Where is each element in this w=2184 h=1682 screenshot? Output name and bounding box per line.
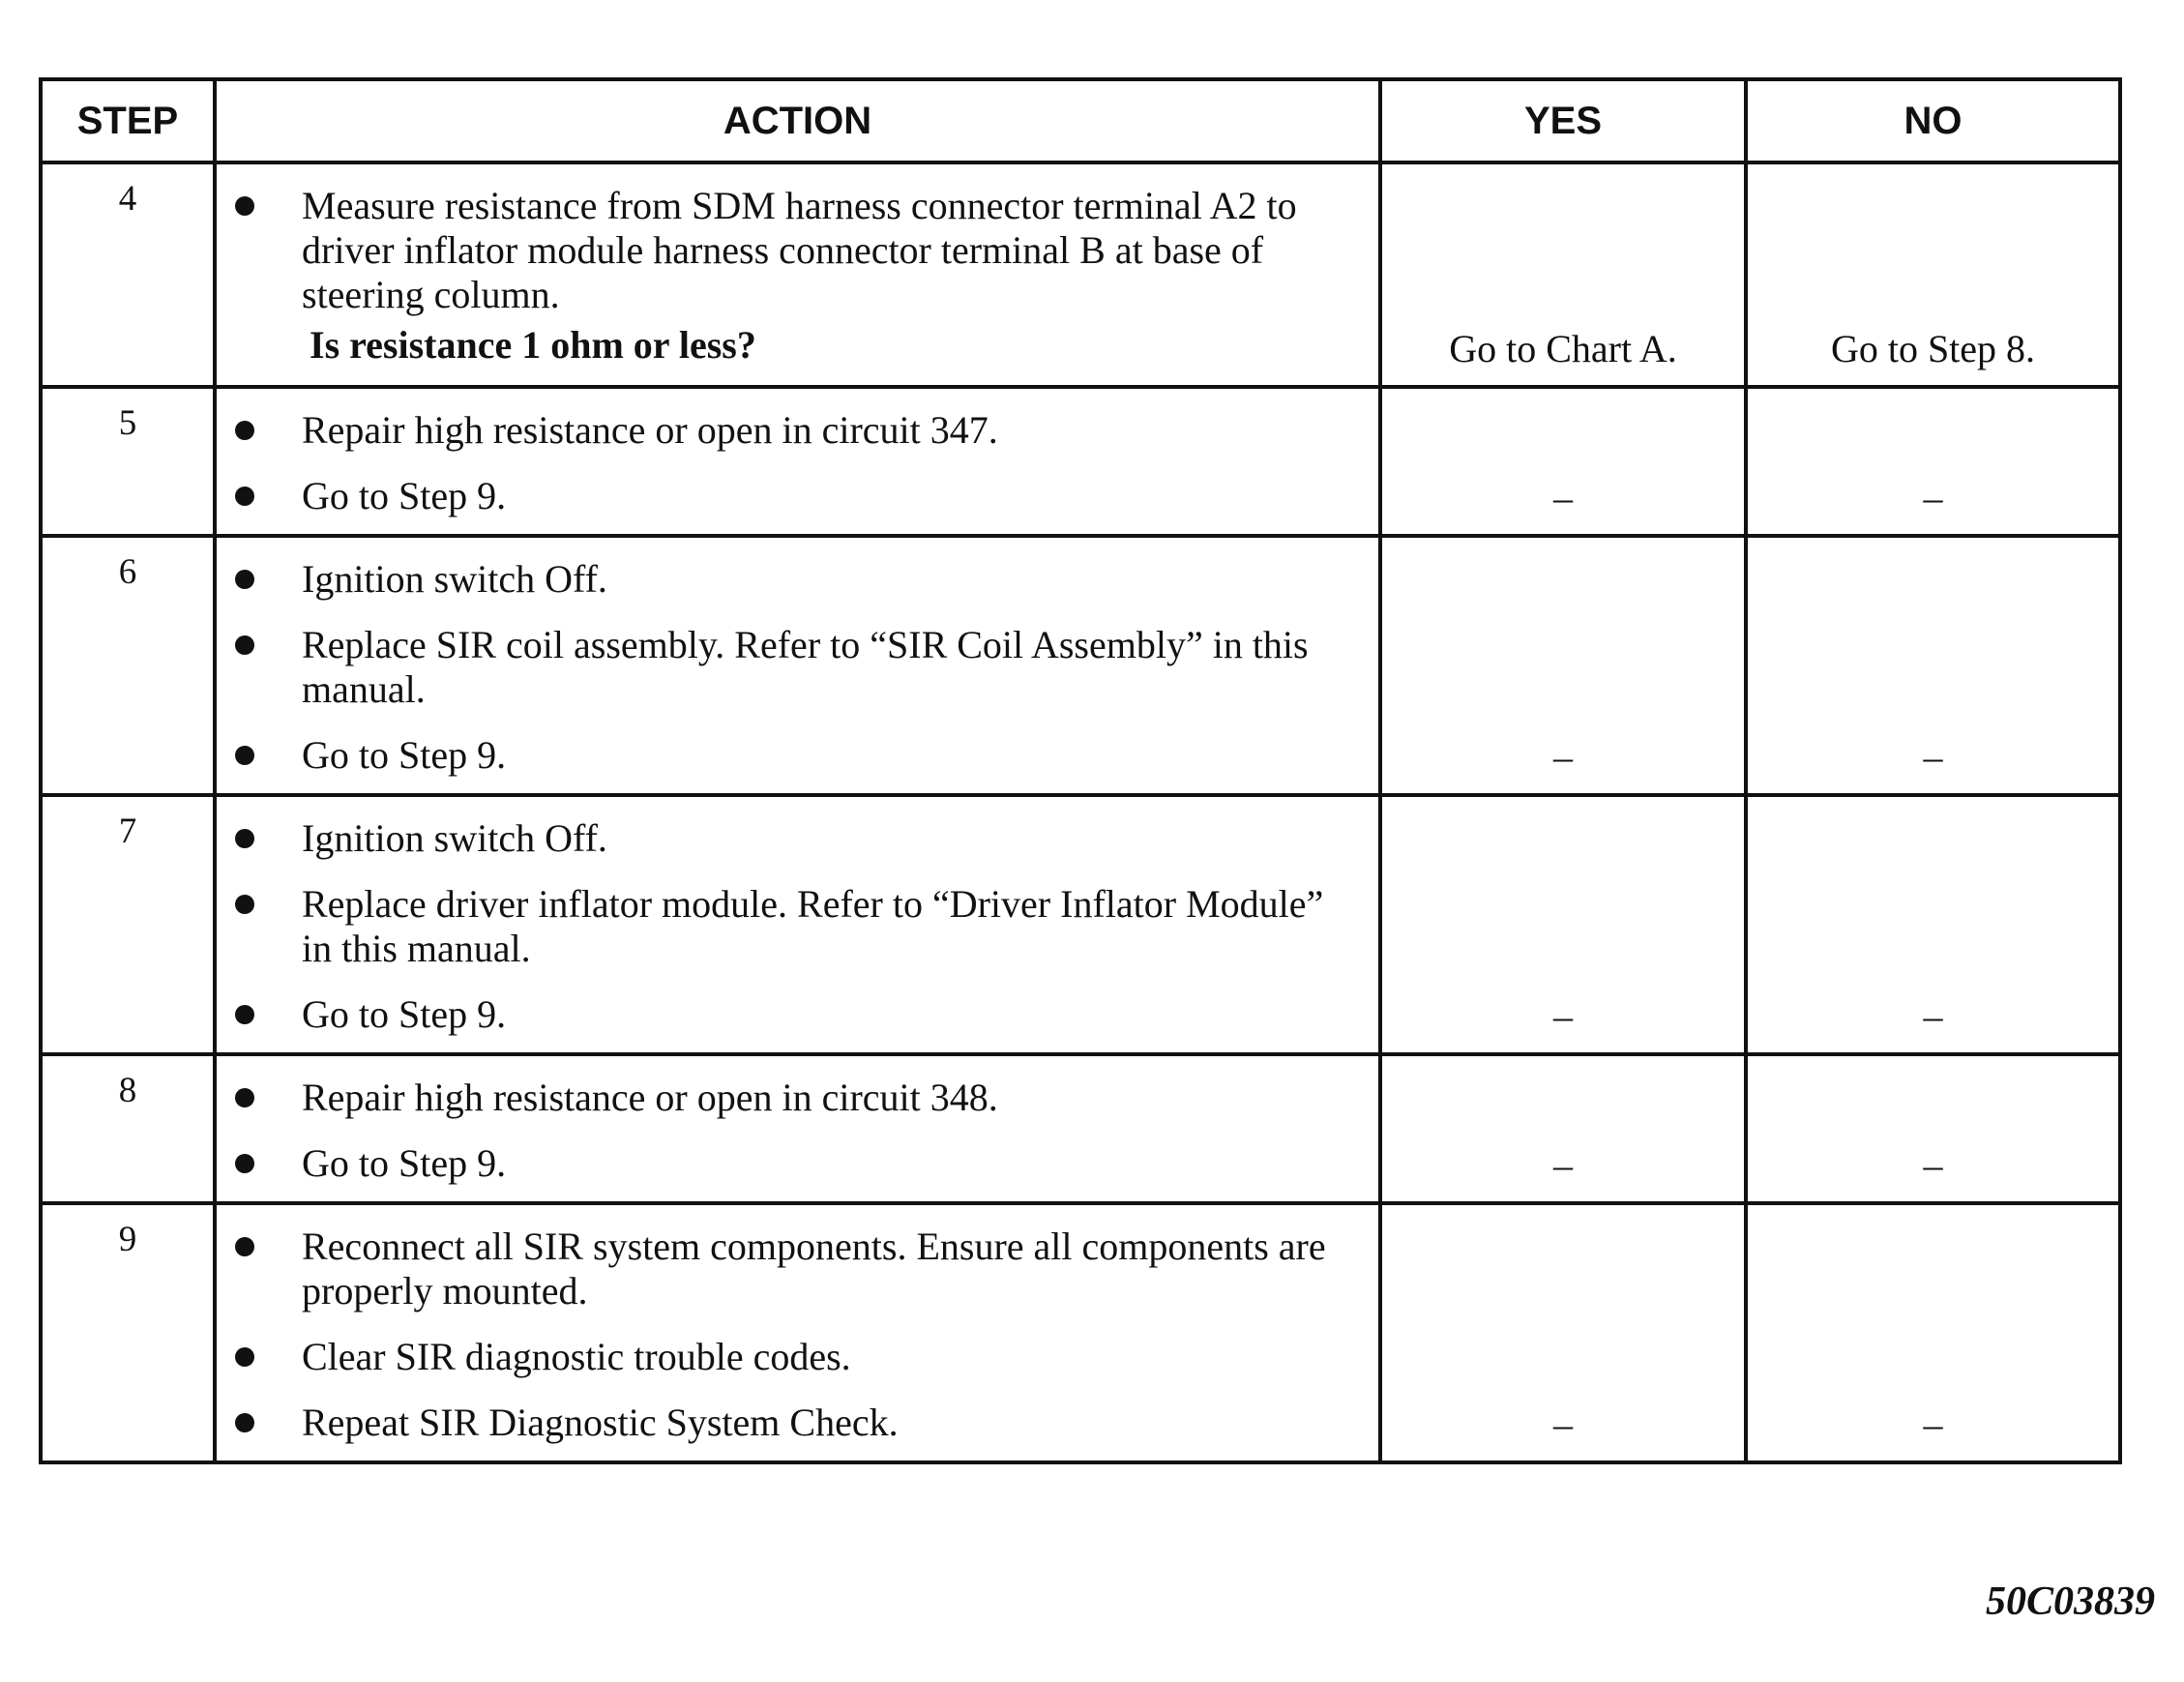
action-item — [217, 882, 1359, 971]
action-text: Repair high resistance or open in circuit 347. — [302, 408, 998, 452]
action-list — [217, 816, 1359, 1037]
action-item — [217, 992, 1359, 1037]
action-text: Ignition switch Off. — [302, 816, 607, 860]
action-text: Replace SIR coil assembly. Refer to “SIR Coil Assembly” in this manual. — [302, 623, 1309, 711]
yes-result: – — [1380, 536, 1746, 795]
action-text: Ignition switch Off. — [302, 557, 607, 601]
bullet-icon — [235, 1088, 254, 1107]
action-item — [217, 1225, 1359, 1313]
action-list — [217, 1225, 1359, 1445]
yes-result: Go to Chart A. — [1380, 162, 1746, 387]
step-question: Is resistance 1 ohm or less? — [310, 323, 756, 367]
step-number: 8 — [41, 1054, 215, 1203]
action-cell — [215, 795, 1380, 1054]
action-cell — [215, 162, 1380, 387]
action-cell — [215, 536, 1380, 795]
action-item — [217, 1076, 1359, 1120]
step-number: 4 — [41, 162, 215, 387]
action-cell — [215, 1054, 1380, 1203]
action-item — [217, 557, 1359, 602]
step-number: 9 — [41, 1203, 215, 1462]
bullet-icon — [235, 421, 254, 440]
bullet-icon — [235, 1413, 254, 1432]
header-no: NO — [1746, 79, 2120, 162]
no-result: – — [1746, 387, 2120, 536]
action-item — [217, 1335, 1359, 1379]
bullet-icon — [235, 1005, 254, 1024]
action-list — [217, 1076, 1359, 1186]
header-action: ACTION — [215, 79, 1380, 162]
table-row — [41, 795, 2120, 1054]
table-row — [41, 1054, 2120, 1203]
table-row — [41, 387, 2120, 536]
action-text: Repeat SIR Diagnostic System Check. — [302, 1401, 899, 1444]
action-text: Go to Step 9. — [302, 474, 507, 517]
action-text: Replace driver inflator module. Refer to “Driver Inflator Module” in this manual. — [302, 882, 1324, 970]
action-text: Go to Step 9. — [302, 733, 507, 777]
no-result: – — [1746, 536, 2120, 795]
yes-result: – — [1380, 1203, 1746, 1462]
table-header-row — [41, 79, 2120, 162]
action-text: Go to Step 9. — [302, 992, 507, 1036]
step-number: 7 — [41, 795, 215, 1054]
yes-result: – — [1380, 387, 1746, 536]
action-text: Go to Step 9. — [302, 1141, 507, 1185]
no-result: – — [1746, 1054, 2120, 1203]
action-text: Repair high resistance or open in circuit 348. — [302, 1076, 998, 1119]
step-number: 6 — [41, 536, 215, 795]
action-item — [217, 408, 1359, 453]
table-row — [41, 536, 2120, 795]
action-item — [217, 733, 1359, 778]
yes-result: – — [1380, 1054, 1746, 1203]
bullet-icon — [235, 635, 254, 655]
no-result: Go to Step 8. — [1746, 162, 2120, 387]
bullet-icon — [235, 1237, 254, 1256]
step-number: 5 — [41, 387, 215, 536]
action-item — [217, 1401, 1359, 1445]
bullet-icon — [235, 487, 254, 506]
no-result: – — [1746, 795, 2120, 1054]
action-item — [217, 816, 1359, 861]
action-list — [217, 184, 1359, 317]
action-item — [217, 1141, 1359, 1186]
table-row — [41, 162, 2120, 387]
yes-result: – — [1380, 795, 1746, 1054]
action-list — [217, 408, 1359, 518]
action-text: Clear SIR diagnostic trouble codes. — [302, 1335, 851, 1378]
bullet-icon — [235, 746, 254, 765]
table-row — [41, 1203, 2120, 1462]
action-item — [217, 474, 1359, 518]
action-cell — [215, 1203, 1380, 1462]
no-result: – — [1746, 1203, 2120, 1462]
action-cell — [215, 387, 1380, 536]
bullet-icon — [235, 1154, 254, 1173]
bullet-icon — [235, 196, 254, 216]
action-text: Reconnect all SIR system components. Ensure all components are properly mounted. — [302, 1225, 1326, 1313]
bullet-icon — [235, 895, 254, 914]
action-item — [217, 184, 1359, 317]
bullet-icon — [235, 1347, 254, 1367]
bullet-icon — [235, 829, 254, 848]
figure-id: 50C03839 — [1985, 1579, 2155, 1624]
header-step: STEP — [41, 79, 215, 162]
header-yes: YES — [1380, 79, 1746, 162]
action-item — [217, 623, 1359, 712]
diagnostic-step-table — [39, 77, 2122, 1464]
action-list — [217, 557, 1359, 778]
bullet-icon — [235, 570, 254, 589]
action-text: Measure resistance from SDM harness connector terminal A2 to driver inflator module harness connector terminal B at base of steering column. — [302, 184, 1297, 316]
